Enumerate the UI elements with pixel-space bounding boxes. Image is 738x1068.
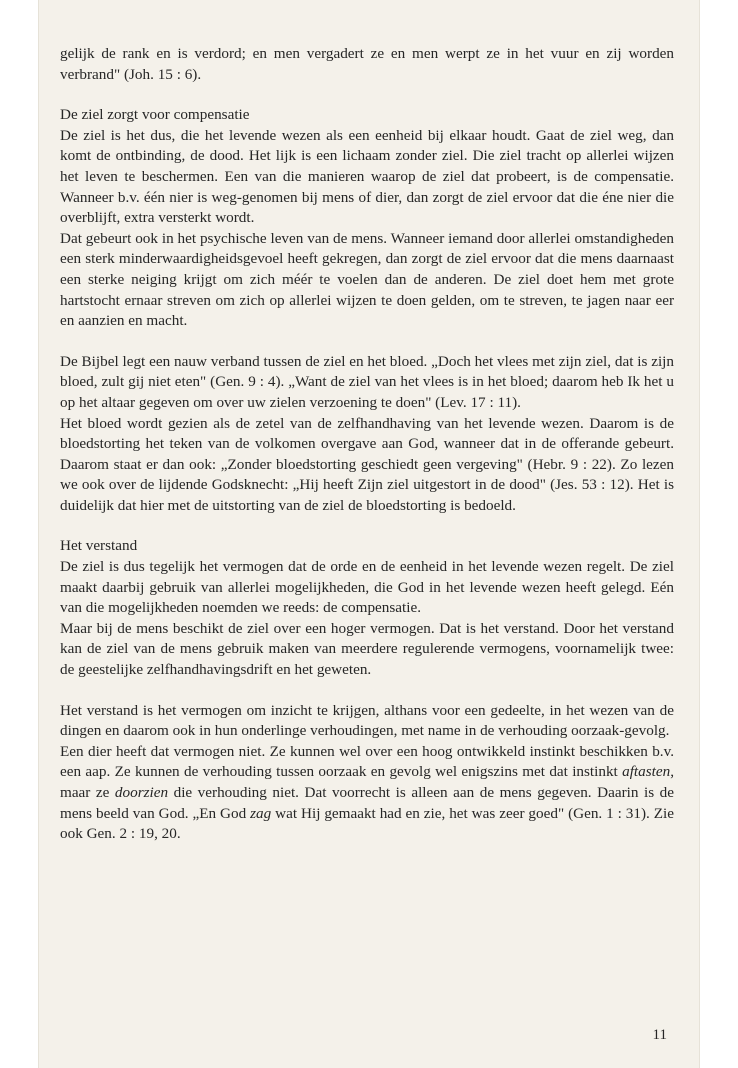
italic-word: doorzien xyxy=(114,784,169,801)
paragraph-continuation: gelijk de rank en is verdord; en men vergadert ze en men werpt ze in het vuur en zij worden verbrand" (Joh. 15 : 6). xyxy=(60,45,674,83)
page-body xyxy=(60,44,674,845)
section-heading-verstand: Het verstand xyxy=(60,537,138,555)
paragraph-with-italics xyxy=(60,742,674,845)
paragraph: Maar bij de mens beschikt de ziel over een hoger vermogen. Dat is het verstand. Door het verstand kan de ziel van de mens gebruik maken van meerdere regulerende vermogens, voornamelijk twee: de geestelijke zelfhandhavingsdrift en het geweten. xyxy=(60,619,674,679)
paragraph: De ziel is dus tegelijk het vermogen dat de orde en de eenheid in het levende wezen regelt. De ziel maakt daarbij gebruik van allerlei mogelijkheden, die God in het levende wezen heeft gelegd. Eén van die mogelijkheden noemden we reeds: de compensatie. xyxy=(60,558,674,617)
paragraph: Het verstand is het vermogen om inzicht te krijgen, althans voor een gedeelte, in het wezen van de dingen en daarom ook in hun onderlinge verhoudingen, met name in de verhouding oorzaak-gevolg. xyxy=(60,701,674,740)
text-run: die verhouding niet. Dat voorrecht is alleen aan de mens gegeven. Daarin is de mens beeld van God. „En God xyxy=(60,784,674,822)
paragraph: Dat gebeurt ook in het psychische leven van de mens. Wanneer iemand door allerlei omstandigheden een sterk minderwaardigheidsgevoel heeft gekregen, dan zorgt de ziel ervoor dat die mens daarnaast een sterke neiging krijgt om zich méér te voelen dan de anderen. De ziel doet hem met grote hartstocht ernaar streven om zich op allerlei wijzen te doen gelden, om te streven, te jagen naar eer en aanzien en macht. xyxy=(60,229,674,330)
text-run: Een dier heeft dat vermogen niet. Ze kunnen wel over een hoog ontwikkeld instinkt beschikken b.v. een aap. Ze kunnen de verhouding tussen oorzaak en gevolg wel enigszins met dat instinkt xyxy=(60,742,674,781)
section-heading-compensatie: De ziel zorgt voor compensatie xyxy=(60,106,250,124)
italic-word: zag xyxy=(250,804,272,822)
italic-word: aftasten xyxy=(622,763,671,781)
paragraph: De Bijbel legt een nauw verband tussen de ziel en het bloed. „Doch het vlees met zijn ziel, dat is zijn bloed, zult gij niet eten" (Gen. 9 : 4). „Want de ziel van het vlees is in het bloed; daarom heb Ik het u op het altaar gegeven om over uw zielen verzoening te doen" (Lev. 17 : 11). xyxy=(60,352,674,411)
text-run: , maar ze xyxy=(60,763,674,801)
text-run: wat Hij gemaakt had en zie, het was zeer goed" (Gen. 1 : 31). Zie ook Gen. 2 : 19, 20. xyxy=(60,804,674,843)
book-page xyxy=(38,0,700,1068)
page-number: 11 xyxy=(652,1027,667,1043)
paragraph: Het bloed wordt gezien als de zetel van de zelfhandhaving van het levende wezen. Daarom is de bloedstorting het teken van de volkomen overgave aan God, wanneer dat in de offerande gebeurt. Daarom staat er dan ook: „Zonder bloedstorting geschiedt geen vergeving" (Hebr. 9 : 22). Zo lezen we ook over de lijdende Godsknecht: „Hij heeft Zijn ziel uitgestort in de dood" (Jes. 53 : 12). Het is duidelijk dat hier met de uitstorting van de ziel de bloedstorting is bedoeld. xyxy=(60,414,674,514)
paragraph: De ziel is het dus, die het levende wezen als een eenheid bij elkaar houdt. Gaat de ziel weg, dan komt de ontbinding, de dood. Het lijk is een lichaam zonder ziel. Die ziel tracht op allerlei wijzen het leven te beschermen. Een van die manieren waarop de ziel dat probeert, is de compensatie. Wanneer b.v. één nier is weg-genomen bij mens of dier, dan zorgt de ziel ervoor dat die éne nier die overblijft, extra versterkt wordt. xyxy=(60,126,674,227)
